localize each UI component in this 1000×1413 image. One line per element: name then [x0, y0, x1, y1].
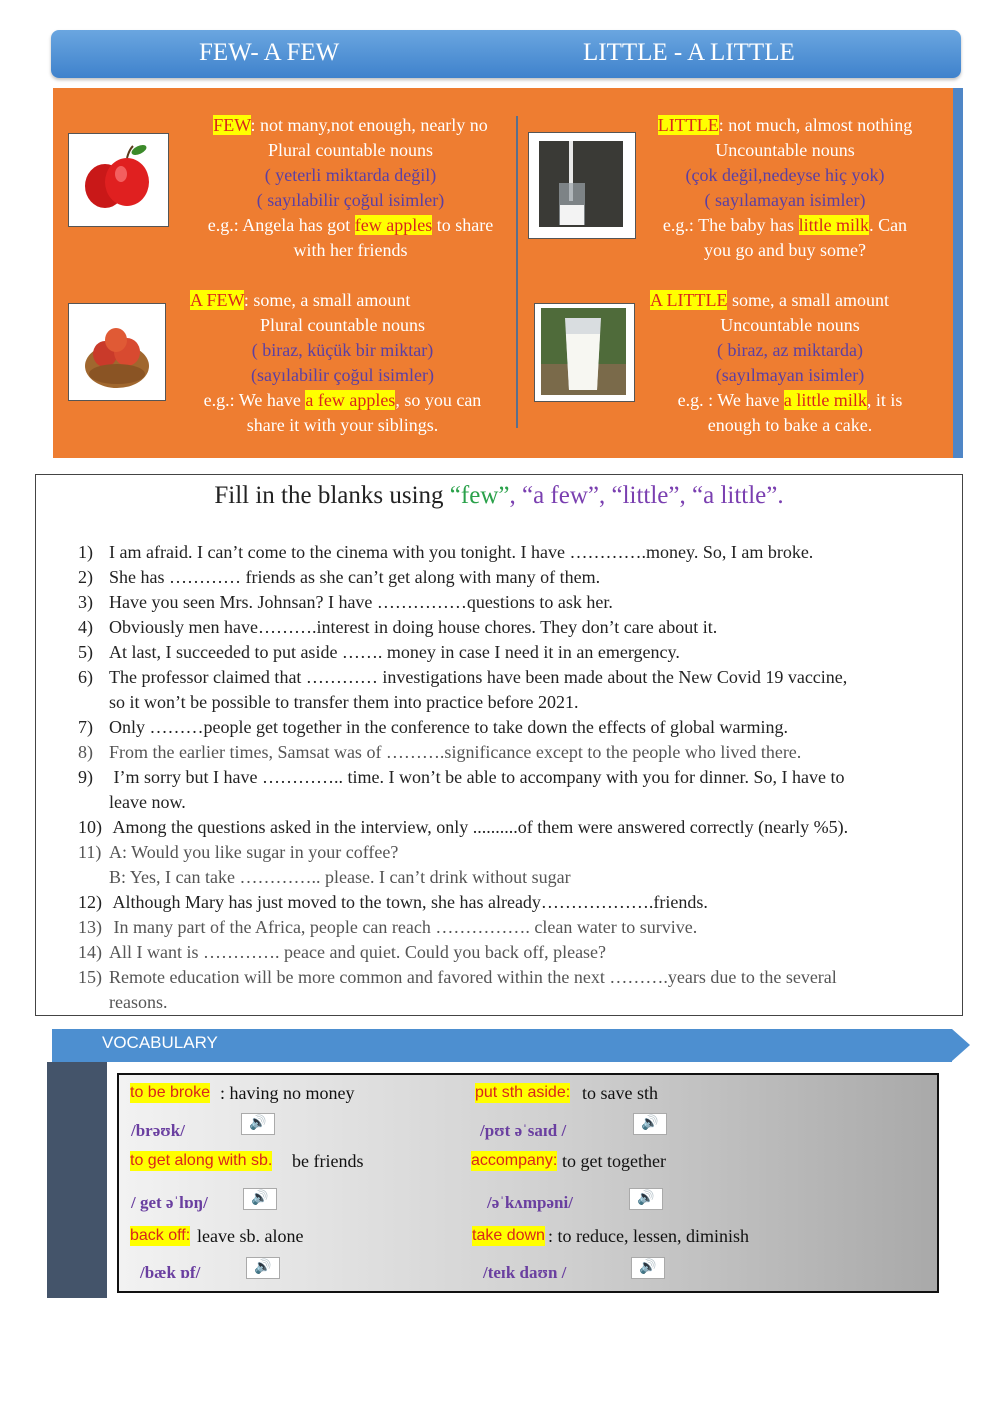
apples-image	[68, 133, 169, 227]
vocab-term: back off:	[130, 1227, 191, 1244]
vocab-pronunciation: /teɪk daʊn /	[483, 1263, 567, 1282]
exercise-item	[78, 715, 788, 740]
exercise-title-few: “few”	[449, 482, 510, 509]
a-few-term: A FEW	[190, 290, 244, 310]
item-text-continued: so it won’t be possible to transfer them into practice before 2021.	[109, 692, 579, 712]
item-text: The professor claimed that ………… investigations have been made about the New Covid 19 vaccine,	[109, 667, 848, 687]
header-banner	[51, 30, 961, 78]
a-little-noun-type: Uncountable nouns	[720, 315, 860, 335]
header-right-title: LITTLE - A LITTLE	[583, 39, 795, 66]
item-number: 5)	[78, 642, 93, 662]
apple-basket-image	[68, 303, 166, 401]
a-little-ex-post: , it is	[866, 390, 903, 410]
item-text: I’m sorry but I have ………….. time. I won’t be able to accompany with you for dinner. So, I have to	[109, 767, 845, 787]
vocab-pronunciation: /əˈkʌmpəni/	[487, 1193, 573, 1212]
a-few-ex-post: , so you can	[395, 390, 482, 410]
item-number: 14)	[78, 942, 102, 962]
item-text-continued: reasons.	[109, 992, 168, 1012]
item-text: At last, I succeeded to put aside ……. money in case I need it in an emergency.	[109, 642, 680, 662]
exercise-title	[35, 482, 963, 510]
a-few-ex-highlight: a few apples	[305, 390, 396, 410]
a-little-block	[640, 288, 940, 438]
little-ex-pre: e.g.: The baby has	[662, 215, 799, 235]
exercise-item	[78, 915, 697, 940]
vocab-definition: to save sth	[582, 1083, 658, 1103]
little-definition: : not much, almost nothing	[718, 115, 913, 135]
item-text: I am afraid. I can’t come to the cinema with you tonight. I have ………….money. So, I am broke.	[109, 542, 814, 562]
item-text: A: Would you like sugar in your coffee?	[109, 842, 399, 862]
a-few-ex-line2: share it with your siblings.	[246, 415, 439, 435]
little-term: LITTLE	[657, 115, 719, 135]
item-number: 10)	[78, 817, 102, 837]
vocab-term: to get along with sb.	[130, 1152, 273, 1169]
few-definition: : not many,not enough, nearly no	[250, 115, 488, 135]
exercise-item	[78, 890, 708, 915]
vocab-definition: : to reduce, lessen, diminish	[548, 1226, 749, 1246]
exercise-title-rest: , “a few”, “little”, “a little”.	[509, 482, 784, 509]
item-number: 13)	[78, 917, 102, 937]
exercise-item	[78, 940, 606, 965]
little-block	[625, 113, 945, 263]
item-number: 3)	[78, 592, 93, 612]
a-few-tr1: ( biraz, küçük bir miktar)	[251, 340, 434, 360]
little-tr1: (çok değil,nedeyse hiç yok)	[685, 165, 885, 185]
a-little-ex-highlight: a little milk	[783, 390, 867, 410]
milk-pour-image	[528, 132, 636, 239]
vocab-term: to be broke	[130, 1084, 211, 1101]
vocab-term: take down	[472, 1227, 545, 1244]
a-little-ex-pre: e.g. : We have	[677, 390, 784, 410]
item-number: 7)	[78, 717, 93, 737]
item-text: In many part of the Africa, people can reach ……………. clean water to survive.	[109, 917, 698, 937]
exercise-item	[78, 540, 813, 565]
exercise-item	[78, 665, 847, 690]
vocab-pronunciation: /bæk ɒf/	[140, 1263, 201, 1282]
item-text: Although Mary has just moved to the town, she has already……………….friends.	[109, 892, 708, 912]
milk-glass-image	[534, 303, 635, 402]
exercise-item	[78, 840, 398, 865]
item-number: 1)	[78, 542, 93, 562]
few-ex-line2: with her friends	[293, 240, 408, 260]
few-tr2: ( sayılabilir çoğul isimler)	[256, 190, 445, 210]
item-number: 11)	[78, 842, 102, 862]
item-number: 8)	[78, 742, 93, 762]
a-little-tr2: (sayılmayan isimler)	[715, 365, 865, 385]
exercise-item	[78, 615, 717, 640]
vocabulary-box	[117, 1073, 939, 1293]
item-text: From the earlier times, Samsat was of ……….significance except to the people who lived there.	[109, 742, 802, 762]
speaker-icon[interactable]: 🔊	[243, 1188, 277, 1210]
exercise-item	[78, 565, 600, 590]
a-few-block	[170, 288, 515, 438]
a-little-ex-line2: enough to bake a cake.	[707, 415, 873, 435]
little-noun-type: Uncountable nouns	[715, 140, 855, 160]
vocab-term: put sth aside:	[475, 1084, 571, 1101]
item-text-continued: leave now.	[109, 792, 186, 812]
exercise-item	[78, 765, 845, 790]
a-few-noun-type: Plural countable nouns	[260, 315, 425, 335]
few-tr1: ( yeterli miktarda değil)	[264, 165, 437, 185]
item-number: 15)	[78, 967, 102, 987]
item-text: Obviously men have……….interest in doing house chores. They don’t care about it.	[109, 617, 718, 637]
a-few-tr2: (sayılabilir çoğul isimler)	[251, 365, 434, 385]
speaker-icon[interactable]: 🔊	[629, 1188, 663, 1210]
vocab-definition: be friends	[292, 1151, 364, 1171]
item-number: 4)	[78, 617, 93, 637]
little-ex-line2: you go and buy some?	[704, 240, 866, 260]
a-little-definition: some, a small amount	[727, 290, 889, 310]
item-text-continued: B: Yes, I can take ………….. please. I can’t drink without sugar	[109, 867, 571, 887]
item-text: She has ………… friends as she can’t get along with many of them.	[109, 567, 601, 587]
vocab-definition: to get together	[562, 1151, 666, 1171]
speaker-icon[interactable]: 🔊	[633, 1113, 667, 1135]
few-ex-post: to share	[432, 215, 494, 235]
vocab-pronunciation: /pʊt əˈsaɪd /	[480, 1121, 567, 1140]
exercise-item	[78, 965, 837, 990]
a-little-tr1: ( biraz, az miktarda)	[717, 340, 863, 360]
item-number: 9)	[78, 767, 93, 787]
speaker-icon[interactable]: 🔊	[241, 1113, 275, 1135]
little-tr2: ( sayılamayan isimler)	[704, 190, 866, 210]
panel-edge	[953, 88, 963, 458]
few-ex-pre: e.g.: Angela has got	[207, 215, 355, 235]
vocab-term: accompany:	[471, 1152, 558, 1169]
header-left-title: FEW- A FEW	[199, 39, 340, 66]
vocabulary-sidebar	[47, 1062, 107, 1298]
item-number: 12)	[78, 892, 102, 912]
item-text: Remote education will be more common and favored within the next ……….years due to the several	[109, 967, 837, 987]
vocabulary-arrow	[952, 1029, 970, 1061]
speaker-icon[interactable]: 🔊	[246, 1257, 280, 1279]
vocab-pronunciation: /brəʊk/	[131, 1121, 185, 1140]
speaker-icon[interactable]: 🔊	[631, 1257, 665, 1279]
vocab-definition: : having no money	[220, 1083, 355, 1103]
few-ex-highlight: few apples	[354, 215, 433, 235]
item-text: Have you seen Mrs. Johnsan? I have ……………questions to ask her.	[109, 592, 613, 612]
little-ex-post: . Can	[869, 215, 908, 235]
exercise-title-pre: Fill in the blanks using	[214, 482, 450, 509]
item-number: 2)	[78, 567, 93, 587]
item-text: Among the questions asked in the interview, only ..........of them were answered correctly (nearly %5).	[109, 817, 849, 837]
vocab-pronunciation: / get əˈlɒŋ/	[131, 1193, 208, 1212]
exercise-item	[78, 740, 801, 765]
a-little-term: A LITTLE	[650, 290, 728, 310]
a-few-definition: : some, a small amount	[243, 290, 411, 310]
item-text: Only ………people get together in the conference to take down the effects of global warming.	[109, 717, 788, 737]
exercise-item	[78, 640, 680, 665]
item-number: 6)	[78, 667, 93, 687]
few-term: FEW	[213, 115, 251, 135]
exercise-item	[78, 815, 848, 840]
few-noun-type: Plural countable nouns	[268, 140, 433, 160]
few-block	[178, 113, 523, 263]
little-ex-highlight: little milk	[798, 215, 870, 235]
item-text: All I want is …………. peace and quiet. Could you back off, please?	[109, 942, 607, 962]
vocab-definition: leave sb. alone	[197, 1226, 304, 1246]
a-few-ex-pre: e.g.: We have	[203, 390, 306, 410]
exercise-item	[78, 590, 613, 615]
vocabulary-label: VOCABULARY	[102, 1033, 218, 1052]
